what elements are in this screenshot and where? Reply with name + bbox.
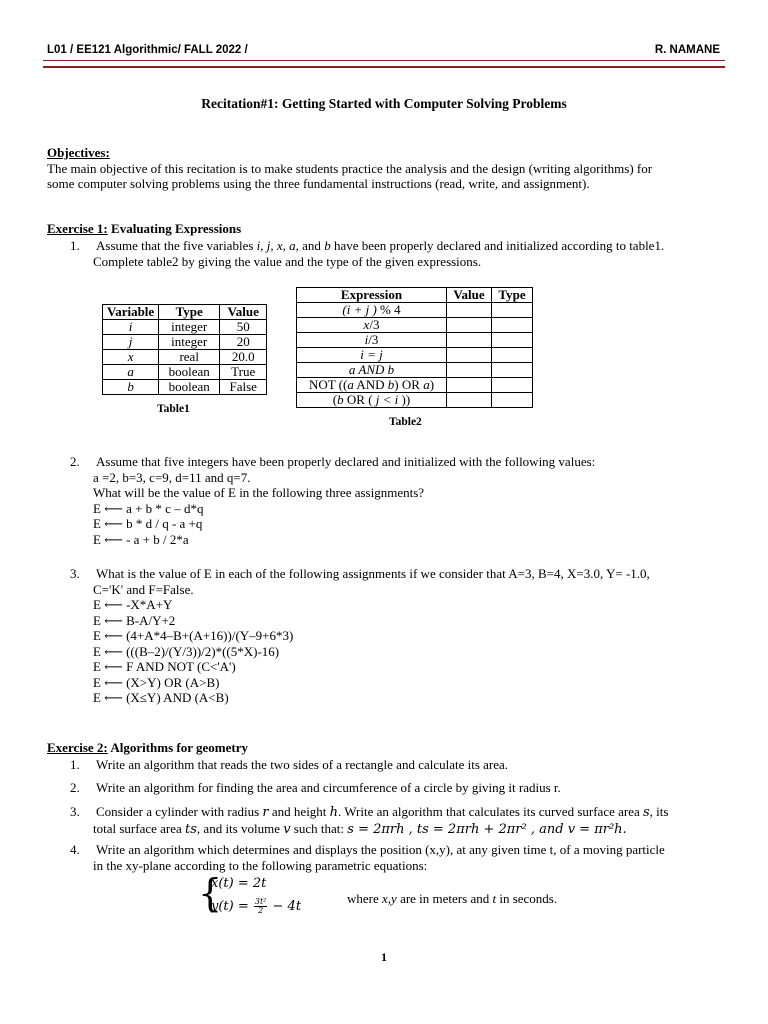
note-vars: x,y bbox=[382, 891, 397, 906]
note-text: in seconds. bbox=[496, 891, 558, 906]
table-cell: real bbox=[159, 350, 220, 365]
table1-header: Variable bbox=[103, 305, 159, 320]
table-row bbox=[297, 348, 533, 363]
table1 bbox=[102, 304, 267, 395]
exercise1-title: Evaluating Expressions bbox=[107, 221, 242, 236]
question-number: 1. bbox=[70, 238, 80, 253]
expression-cell: NOT ((a AND b) OR a) bbox=[297, 378, 447, 393]
table2-header: Expression bbox=[297, 288, 447, 303]
value-cell[interactable] bbox=[447, 318, 492, 333]
assignment-line: E ⟵ (((B–2)/(Y/3))/2)*((5*X)-16) bbox=[93, 643, 280, 659]
ex1-question-2 bbox=[70, 454, 730, 547]
type-cell[interactable] bbox=[492, 378, 533, 393]
table-row bbox=[103, 350, 267, 365]
table-row bbox=[103, 335, 267, 350]
question-text: Write an algorithm for finding the area and circumference of a circle by giving it radius r. bbox=[96, 780, 561, 795]
header-author: R. NAMANE bbox=[654, 44, 720, 56]
table2-wrapper bbox=[296, 287, 533, 428]
formula: 𝑠 = 2𝜋𝑟ℎ , 𝑡𝑠 = 2𝜋𝑟ℎ + 2𝜋𝑟² , and 𝑣 = 𝜋𝑟²ℎ. bbox=[347, 821, 627, 837]
table-cell: 20 bbox=[220, 335, 267, 350]
ex2-question-1 bbox=[70, 757, 730, 773]
assignment-line: E ⟵ (X>Y) OR (A>B) bbox=[93, 674, 220, 690]
assignment-line: E ⟵ -X*A+Y bbox=[93, 597, 173, 612]
value-cell[interactable] bbox=[447, 393, 492, 408]
exercise2-title: Algorithms for geometry bbox=[107, 740, 248, 755]
header-course: L01 / EE121 Algorithmic/ FALL 2022 / bbox=[47, 44, 248, 56]
table-cell: False bbox=[220, 380, 267, 395]
equation-y bbox=[211, 898, 301, 915]
assignment-line: E ⟵ a + b * c – d*q bbox=[93, 500, 204, 516]
fraction-numerator: 3t² bbox=[254, 897, 267, 906]
equation-y-rhs: − 4𝑡 bbox=[268, 899, 302, 914]
table-cell: j bbox=[103, 335, 159, 350]
variable-names: i, j, x, a, bbox=[256, 238, 299, 253]
exercise1-heading bbox=[47, 221, 241, 237]
assignment-line: E ⟵ (X≤Y) AND (A<B) bbox=[93, 690, 229, 705]
table-cell: integer bbox=[159, 320, 220, 335]
equation-x: 𝑥(𝑡) = 2𝑡 bbox=[211, 876, 267, 891]
type-cell[interactable] bbox=[492, 393, 533, 408]
expression-cell: (i + j ) % 4 bbox=[297, 303, 447, 318]
table-row bbox=[297, 363, 533, 378]
objectives-heading: Objectives: bbox=[47, 145, 110, 160]
question-number: 3. bbox=[70, 804, 80, 819]
question-text: C='K' and F=False. bbox=[93, 581, 194, 597]
question-text: have been properly declared and initialized according to table1. bbox=[330, 238, 665, 253]
question-number: 4. bbox=[70, 842, 80, 857]
expression-cell: x/3 bbox=[297, 318, 447, 333]
question-number: 1. bbox=[70, 757, 80, 772]
table-row bbox=[103, 365, 267, 380]
note-text: where bbox=[347, 891, 383, 906]
question-text: Write an algorithm that reads the two sides of a rectangle and calculate its area. bbox=[96, 757, 509, 772]
table-row bbox=[103, 320, 267, 335]
table2-header: Type bbox=[492, 288, 533, 303]
exercise1-label: Exercise 1: bbox=[47, 221, 108, 236]
question-number: 2. bbox=[70, 780, 80, 795]
units-note bbox=[347, 891, 557, 907]
exercise2-label: Exercise 2: bbox=[47, 740, 108, 755]
table-row bbox=[297, 333, 533, 348]
table-cell: boolean bbox=[159, 380, 220, 395]
exercise2-heading bbox=[47, 740, 248, 756]
question-text: What is the value of E in each of the following assignments if we consider that A=3, B=4, X=3.0, Y= -1.0, bbox=[96, 566, 650, 581]
ex2-question-3 bbox=[70, 804, 740, 837]
objectives-section bbox=[47, 145, 727, 192]
ex1-question-3 bbox=[70, 566, 730, 706]
assignment-line: E ⟵ b * d / q - a +q bbox=[93, 516, 203, 531]
question-text: Complete table2 by giving the value and the type of the given expressions. bbox=[93, 253, 482, 269]
question-text: in the xy-plane according to the following parametric equations: bbox=[93, 857, 428, 873]
value-cell[interactable] bbox=[447, 303, 492, 318]
type-cell[interactable] bbox=[492, 303, 533, 318]
table-row bbox=[297, 393, 533, 408]
question-text: Consider a cylinder with radius 𝑟 and height ℎ. Write an algorithm that calculates its curved surface area 𝑠, its bbox=[96, 804, 669, 819]
ex2-question-2 bbox=[70, 780, 730, 796]
question-text: and bbox=[298, 238, 325, 253]
question-text: What will be the value of E in the following three assignments? bbox=[93, 485, 425, 500]
table1-header: Type bbox=[159, 305, 220, 320]
table2-caption: Table2 bbox=[389, 416, 422, 428]
variable-name: b bbox=[324, 238, 331, 253]
table1-header: Value bbox=[220, 305, 267, 320]
objectives-line: some computer solving problems using the three fundamental instructions (read, write, and assignment). bbox=[47, 176, 590, 191]
question-number: 2. bbox=[70, 454, 80, 469]
page-title: Recitation#1: Getting Started with Computer Solving Problems bbox=[201, 96, 567, 111]
table2-header: Value bbox=[447, 288, 492, 303]
question-text: Write an algorithm which determines and displays the position (x,y), at any given time t, of a moving particle bbox=[96, 842, 665, 857]
note-text: are in meters and bbox=[396, 891, 493, 906]
table-cell: i bbox=[103, 320, 159, 335]
table-cell: integer bbox=[159, 335, 220, 350]
value-cell[interactable] bbox=[447, 348, 492, 363]
table-cell: x bbox=[103, 350, 159, 365]
expression-cell: i/3 bbox=[297, 333, 447, 348]
question-text: a =2, b=3, c=9, d=11 and q=7. bbox=[93, 469, 251, 485]
page-number: 1 bbox=[381, 950, 387, 964]
table-row bbox=[297, 303, 533, 318]
type-cell[interactable] bbox=[492, 348, 533, 363]
assignment-line: E ⟵ - a + b / 2*a bbox=[93, 531, 189, 547]
type-cell[interactable] bbox=[492, 363, 533, 378]
question-number: 3. bbox=[70, 566, 80, 581]
expression-cell: i = j bbox=[297, 348, 447, 363]
fraction bbox=[254, 898, 268, 915]
table-cell: 20.0 bbox=[220, 350, 267, 365]
ex2-question-4 bbox=[70, 842, 740, 873]
left-brace: { bbox=[198, 871, 223, 915]
value-cell[interactable] bbox=[447, 363, 492, 378]
value-cell[interactable] bbox=[447, 378, 492, 393]
table1-caption: Table1 bbox=[157, 403, 190, 415]
value-cell[interactable] bbox=[447, 333, 492, 348]
expression-cell: (b OR ( j < i )) bbox=[297, 393, 447, 408]
type-cell[interactable] bbox=[492, 318, 533, 333]
objectives-line: The main objective of this recitation is to make students practice the analysis and the design (writing algorithms) for bbox=[47, 160, 653, 176]
table2 bbox=[296, 287, 533, 408]
table-row bbox=[103, 380, 267, 395]
table-cell: a bbox=[103, 365, 159, 380]
page-header bbox=[47, 44, 720, 58]
question-text: Assume that the five variables bbox=[96, 238, 257, 253]
question-text: total surface area 𝑡𝑠, and its volume 𝑣 such that: bbox=[93, 820, 348, 836]
header-rule bbox=[43, 60, 725, 68]
table-row bbox=[297, 318, 533, 333]
equation-y-lhs: 𝑦(𝑡) = bbox=[211, 899, 253, 914]
assignment-line: E ⟵ (4+A*4–B+(A+16))/(Y–9+6*3) bbox=[93, 628, 294, 643]
table-cell: True bbox=[220, 365, 267, 380]
expression-cell: a AND b bbox=[297, 363, 447, 378]
ex1-question-1 bbox=[70, 238, 730, 269]
assignment-line: E ⟵ B-A/Y+2 bbox=[93, 612, 176, 628]
fraction-denominator: 2 bbox=[258, 906, 264, 915]
table-row bbox=[297, 378, 533, 393]
note-var-t: t bbox=[492, 891, 497, 906]
assignment-line: E ⟵ F AND NOT (C<'A') bbox=[93, 659, 236, 674]
table-cell: boolean bbox=[159, 365, 220, 380]
question-text: Assume that five integers have been properly declared and initialized with the following values: bbox=[96, 454, 596, 469]
type-cell[interactable] bbox=[492, 333, 533, 348]
table-cell: b bbox=[103, 380, 159, 395]
table1-wrapper bbox=[102, 304, 267, 415]
table-cell: 50 bbox=[220, 320, 267, 335]
